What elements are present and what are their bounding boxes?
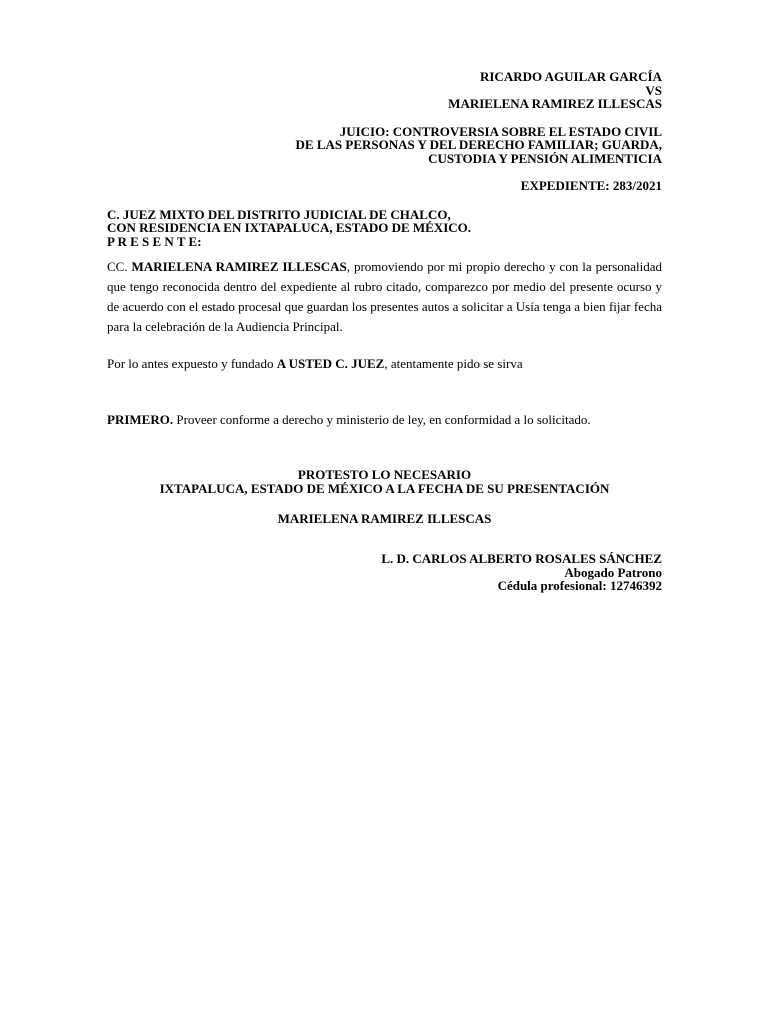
versus-label: VS — [645, 82, 662, 98]
case-type-line: CUSTODIA Y PENSIÓN ALIMENTICIA — [428, 150, 662, 166]
closing-block — [107, 468, 662, 496]
case-type-line: DE LAS PERSONAS Y DEL DERECHO FAMILIAR; GUARDA, — [295, 137, 662, 152]
expediente-label: EXPEDIENTE: 283/2021 — [520, 178, 662, 193]
petition-suffix: , atentamente pido se sirva — [384, 356, 523, 371]
body-paragraph-petition — [107, 354, 662, 374]
body-paragraph-request — [107, 257, 662, 337]
petition-prefix: Por lo antes expuesto y fundado — [107, 356, 277, 371]
salutation-prefix: CC. — [107, 259, 132, 274]
case-parties — [107, 70, 662, 111]
addressee-line: P R E S E N T E: — [107, 233, 202, 249]
addressee-line: CON RESIDENCIA EN IXTAPALUCA, ESTADO DE MÉXICO. — [107, 220, 472, 235]
case-type-line: JUICIO: CONTROVERSIA SOBRE EL ESTADO CIVIL — [339, 123, 662, 139]
promovente-name: MARIELENA RAMIREZ ILLESCAS — [131, 259, 347, 274]
protesto-line: PROTESTO LO NECESARIO — [297, 467, 472, 482]
document-page — [107, 70, 662, 593]
plaintiff-name: RICARDO AGUILAR GARCÍA — [479, 69, 662, 84]
addressee-line: C. JUEZ MIXTO DEL DISTRITO JUDICIAL DE CHALCO, — [107, 206, 451, 222]
signer-name — [107, 512, 662, 526]
petition-bold: A USTED C. JUEZ — [276, 356, 385, 371]
defendant-name: MARIELENA RAMIREZ ILLESCAS — [448, 96, 662, 111]
lawyer-role: Abogado Patrono — [564, 564, 662, 580]
case-type — [107, 125, 662, 166]
signer-name-text: MARIELENA RAMIREZ ILLESCAS — [277, 511, 492, 526]
addressee-block — [107, 208, 662, 249]
primero-label: PRIMERO. — [107, 412, 174, 427]
lawyer-block — [107, 552, 662, 593]
lawyer-name: L. D. CARLOS ALBERTO ROSALES SÁNCHEZ — [381, 551, 662, 566]
lawyer-cedula: Cédula profesional: 12746392 — [497, 578, 662, 593]
request-text: , promoviendo por mi propio derecho y con la personalidad que tengo reconocida dentro del expediente al rubro citado, comparezco por medio del presente ocurso y de acuerdo con el estado procesal que guardan los presentes autos a solicitar a Usía tenga a bien fijar fecha para la celebración de la Audiencia Principal. — [107, 259, 663, 334]
primero-text: Proveer conforme a derecho y ministerio de ley, en conformidad a lo solicitado. — [173, 412, 591, 427]
place-date-line: IXTAPALUCA, ESTADO DE MÉXICO A LA FECHA DE SU PRESENTACIÓN — [159, 481, 610, 496]
case-number — [107, 179, 662, 193]
body-paragraph-primero — [107, 410, 662, 430]
